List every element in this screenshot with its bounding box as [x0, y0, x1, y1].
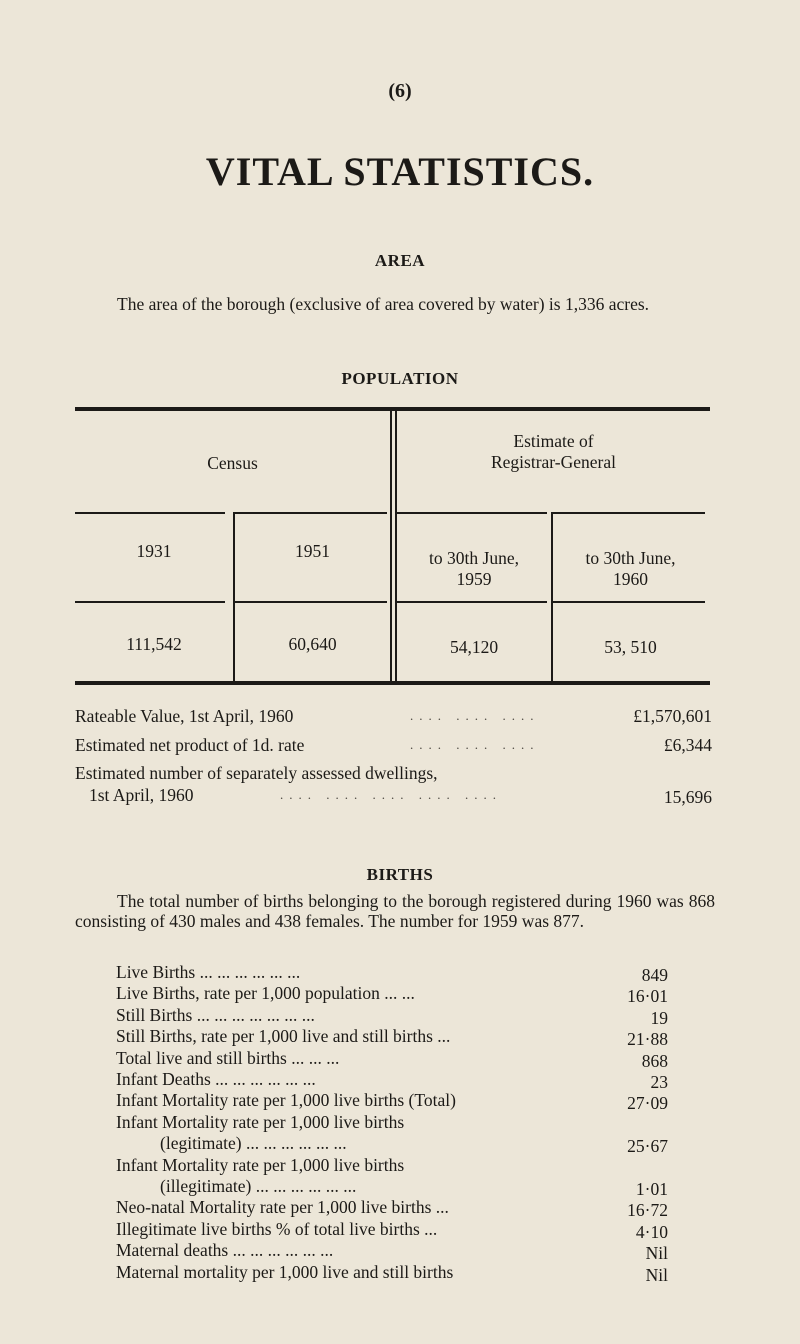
value-amount: £6,344	[663, 735, 712, 755]
births-row-value: 16·01	[627, 986, 668, 1007]
births-row-label: Infant Deaths ... ... ... ... ... ...	[116, 1069, 316, 1089]
table-rule	[75, 601, 225, 603]
value-amount: £1,570,601	[633, 706, 712, 726]
births-row	[116, 1005, 668, 1026]
births-paragraph	[75, 891, 715, 931]
births-row-label: Total live and still births ... ... ...	[116, 1047, 340, 1068]
population-1931-value: 111,542	[126, 634, 182, 654]
births-row-label: Infant Mortality rate per 1,000 live births	[116, 1154, 405, 1175]
births-row-label: Infant Mortality rate per 1,000 live births	[116, 1111, 405, 1132]
table-rule	[235, 512, 387, 514]
col-header-1959	[397, 548, 551, 590]
col-header-1931: 1931	[136, 541, 172, 561]
births-row-label: Infant Mortality rate per 1,000 live births (Total)	[116, 1090, 456, 1111]
value-label: Rateable Value, 1st April, 1960	[75, 706, 294, 726]
population-1960-value: 53, 510	[604, 637, 657, 657]
births-row	[116, 1069, 668, 1090]
table-rule	[553, 601, 705, 603]
births-row-value: 868	[641, 1050, 668, 1071]
value-amount: 15,696	[663, 787, 712, 807]
births-row	[116, 1112, 668, 1155]
value-row	[75, 705, 712, 727]
table-rule	[235, 601, 387, 603]
births-row	[116, 1240, 668, 1264]
births-row-label-continued: (legitimate) ... ... ... ... ... ...	[160, 1133, 347, 1154]
leader-dots: .... .... ....	[410, 708, 540, 723]
population-heading: POPULATION	[341, 369, 459, 388]
births-heading: BIRTHS	[366, 865, 434, 884]
births-row-label-continued: (illegitimate) ... ... ... ... ... ...	[160, 1175, 357, 1196]
births-row-label: Maternal mortality per 1,000 live and still births	[116, 1261, 454, 1282]
table-rule	[553, 512, 705, 514]
births-row	[116, 1026, 668, 1050]
births-row-value: Nil	[645, 1243, 668, 1264]
births-row	[116, 1090, 668, 1114]
births-row-label: Still Births ... ... ... ... ... ... ...	[116, 1004, 315, 1025]
population-1951-value: 60,640	[288, 634, 337, 654]
value-label-continued: 1st April, 1960	[89, 785, 194, 805]
estimate-header-line1: Estimate of	[513, 431, 594, 451]
births-row-value: 4·10	[635, 1221, 668, 1242]
area-text: The area of the borough (exclusive of area covered by water) is 1,336 acres.	[117, 294, 650, 314]
births-row-value: 849	[641, 965, 668, 985]
col-header-1960-line1: to 30th June,	[585, 548, 676, 568]
births-row-value: 19	[650, 1007, 668, 1028]
col-header-1959-line1: to 30th June,	[429, 548, 519, 568]
births-row-value: 25·67	[627, 1136, 668, 1157]
table-rule	[397, 512, 547, 514]
births-row-label: Maternal deaths ... ... ... ... ... ...	[116, 1240, 334, 1261]
table-rule	[75, 512, 225, 514]
population-1959-value: 54,120	[449, 637, 499, 657]
population-table	[75, 407, 710, 685]
births-row-value: 23	[650, 1072, 668, 1092]
leader-dots: .... .... .... .... ....	[280, 787, 502, 802]
births-row	[116, 1048, 668, 1069]
table-divider	[233, 512, 235, 681]
table-bottom-rule	[75, 681, 710, 685]
births-row-label: Live Births ... ... ... ... ... ...	[116, 962, 301, 982]
table-rule	[397, 601, 547, 603]
census-header: Census	[207, 453, 258, 473]
page-number: (6)	[388, 80, 412, 102]
births-row-value: Nil	[645, 1264, 668, 1285]
births-row	[116, 1155, 668, 1198]
births-row	[116, 1197, 668, 1221]
area-heading: AREA	[374, 251, 426, 270]
births-row-label: Still Births, rate per 1,000 live and still births ...	[116, 1026, 451, 1047]
births-row	[116, 983, 668, 1007]
table-divider	[390, 411, 392, 681]
births-row-value: 1·01	[635, 1178, 668, 1199]
value-label: Estimated net product of 1d. rate	[75, 735, 305, 755]
col-header-1960	[553, 548, 708, 590]
births-row	[116, 1262, 668, 1283]
col-header-1960-line2: 1960	[613, 569, 648, 589]
births-row	[116, 1219, 668, 1240]
estimate-header	[397, 431, 710, 473]
estimate-header-line2: Registrar-General	[490, 452, 616, 472]
births-row-label: Live Births, rate per 1,000 population ... ...	[116, 983, 415, 1004]
page-title: VITAL STATISTICS.	[205, 149, 595, 194]
table-top-rule	[75, 407, 710, 411]
births-row-value: 16·72	[627, 1200, 668, 1221]
leader-dots: .... .... ....	[410, 737, 540, 752]
value-row	[75, 734, 712, 756]
births-row-label: Neo-natal Mortality rate per 1,000 live births ...	[116, 1197, 449, 1218]
births-row	[116, 962, 668, 983]
births-row-value: 27·09	[627, 1093, 668, 1114]
births-row-label: Illegitimate live births % of total live births ...	[116, 1218, 438, 1239]
value-row	[75, 762, 712, 806]
col-header-1959-line2: 1959	[456, 569, 492, 589]
col-header-1951: 1951	[295, 541, 330, 561]
value-label: Estimated number of separately assessed dwellings,	[75, 763, 438, 783]
births-text: The total number of births belonging to the borough registered during 1960 was 868 consisting of 430 males and 438 females. The number for 1959 was 877.	[75, 891, 715, 931]
births-row-value: 21·88	[627, 1029, 668, 1050]
area-paragraph	[75, 294, 715, 314]
